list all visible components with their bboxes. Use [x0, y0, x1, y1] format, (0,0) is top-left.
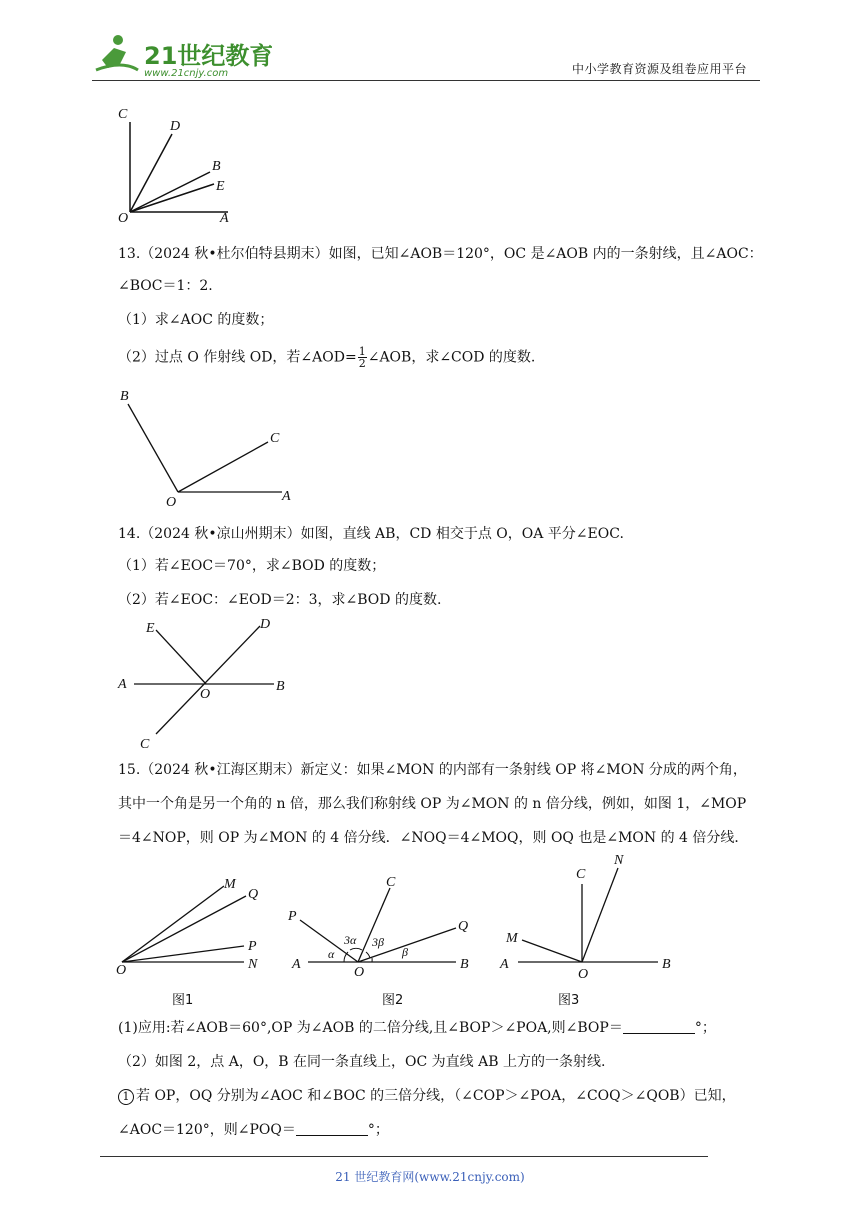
q15-sub1-line1	[118, 1086, 736, 1106]
q13-part2	[118, 346, 535, 369]
label-Q: Q	[458, 919, 469, 934]
q15-figure2	[286, 868, 486, 1018]
q14-part2: （2）若∠EOC：∠EOD＝2：3，求∠BOD 的度数.	[118, 592, 442, 608]
q13-part2-a: （2）过点 O 作射线 OD，若∠AOD=	[118, 349, 357, 366]
q13-part2-b: ∠AOB，求∠COD 的度数.	[367, 349, 536, 366]
frac-denominator: 2	[358, 357, 366, 370]
q15-source: （2024 秋•江海区期末）	[140, 762, 301, 778]
label-O: O	[118, 211, 129, 226]
label-B: B	[276, 679, 285, 694]
sub1-unit: °；	[367, 1122, 389, 1138]
sub1-text: 若 OP，OQ 分别为∠AOC 和∠BOC 的三倍分线，（∠COP＞∠POA，∠COQ＞∠QOB）已知，	[136, 1088, 736, 1104]
label-A: A	[282, 489, 291, 504]
q14-text: 如图，直线 AB，CD 相交于点 O，OA 平分∠EOC.	[300, 526, 624, 542]
frac-numerator: 1	[358, 345, 366, 358]
q13-line1	[118, 244, 763, 264]
figure-top	[110, 100, 250, 230]
fig1-caption: 图1	[172, 993, 194, 1008]
label-B: B	[212, 159, 221, 174]
app1-unit: °；	[694, 1020, 716, 1036]
label-A: A	[118, 677, 127, 692]
answer-blank-2[interactable]	[296, 1121, 368, 1136]
label-O: O	[578, 967, 589, 982]
q14-figure	[110, 612, 300, 752]
q13-text: 如图，已知∠AOB＝120°，OC 是∠AOB 内的一条射线，且∠AOC：	[328, 246, 763, 262]
q13-part1: （1）求∠AOC 的度数；	[118, 312, 274, 328]
q15-application2: （2）如图 2，点 A，O，B 在同一条直线上，OC 为直线 AB 上方的一条射线.	[118, 1054, 606, 1070]
q14-source: （2024 秋•凉山州期末）	[140, 526, 301, 542]
q15-figure3	[494, 850, 690, 1018]
label-O: O	[354, 965, 365, 980]
label-O: O	[116, 963, 127, 978]
runner-logo-icon	[92, 30, 272, 80]
label-N: N	[614, 853, 624, 868]
q15-line3: ＝4∠NOP，则 OP 为∠MON 的 4 倍分线．∠NOQ＝4∠MOQ，则 OQ 也是∠MON 的 4 倍分线．	[118, 830, 749, 846]
label-E: E	[216, 179, 225, 194]
header-divider	[92, 80, 760, 81]
label-P: P	[288, 909, 297, 924]
label-B: B	[460, 957, 469, 972]
site-logo	[92, 30, 272, 80]
label-M: M	[224, 877, 236, 892]
label-D: D	[170, 119, 181, 134]
label-N: N	[248, 957, 258, 972]
fraction-one-half	[358, 346, 367, 369]
label-E: E	[146, 621, 155, 636]
q14-line1	[118, 524, 624, 544]
label-alpha: α	[328, 947, 335, 961]
label-C: C	[270, 431, 280, 446]
label-M: M	[506, 931, 518, 946]
site-name: 中小学教育资源及组卷应用平台	[572, 62, 748, 76]
app1-text: (1)应用:若∠AOB＝60°,OP 为∠AOB 的二倍分线,且∠BOP＞∠POA,则∠BOP＝	[118, 1020, 623, 1036]
label-3alpha: 3α	[344, 933, 357, 947]
label-beta: β	[402, 945, 408, 959]
label-B: B	[120, 389, 129, 404]
logo-text: 21世纪教育	[144, 42, 272, 70]
label-A: A	[292, 957, 301, 972]
answer-blank-1[interactable]	[623, 1019, 695, 1034]
q15-line2: 其中一个角是另一个角的 n 倍，那么我们称射线 OP 为∠MON 的 n 倍分线，例如，如图 1，∠MOP	[118, 796, 747, 812]
q14-part1: （1）若∠EOC＝70°，求∠BOD 的度数；	[118, 558, 386, 574]
label-D: D	[260, 617, 271, 632]
q13-line2: ∠BOC＝1：2.	[118, 278, 213, 294]
sub1-text-2: ∠AOC＝120°，则∠POQ＝	[118, 1122, 296, 1138]
q15-figure1	[112, 868, 272, 1018]
label-O: O	[200, 687, 211, 702]
label-C: C	[140, 737, 150, 752]
label-3beta: 3β	[372, 935, 384, 949]
footer-divider	[100, 1156, 708, 1157]
q15-line1	[118, 760, 747, 780]
label-C: C	[386, 875, 396, 890]
q13-figure	[112, 382, 312, 507]
label-C: C	[576, 867, 586, 882]
label-B: B	[662, 957, 671, 972]
label-P: P	[248, 939, 257, 954]
label-Q: Q	[248, 887, 259, 902]
label-A: A	[500, 957, 509, 972]
circled-number-icon: 1	[118, 1089, 134, 1105]
label-C: C	[118, 107, 128, 122]
q15-number: 15.	[118, 762, 141, 778]
fig2-caption: 图2	[382, 993, 404, 1008]
label-O: O	[166, 495, 177, 507]
q15-text: 新定义：如果∠MON 的内部有一条射线 OP 将∠MON 分成的两个角，	[300, 762, 747, 778]
label-A: A	[220, 211, 229, 226]
q15-application1	[118, 1018, 716, 1038]
q14-number: 14.	[118, 526, 141, 542]
q13-source: （2024 秋•杜尔伯特县期末）	[140, 246, 329, 262]
fig3-caption: 图3	[558, 993, 580, 1008]
footer-text: 21 世纪教育网(www.21cnjy.com)	[335, 1170, 525, 1184]
q15-sub1-line2	[118, 1120, 389, 1140]
logo-url: www.21cnjy.com	[144, 68, 229, 79]
q13-number: 13.	[118, 246, 141, 262]
